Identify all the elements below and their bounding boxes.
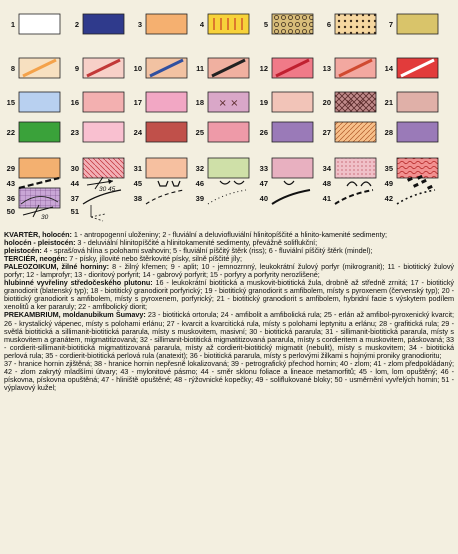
symbol-number: 49 (384, 179, 393, 188)
legend-paragraph (4, 311, 454, 359)
symbol-number: 42 (384, 194, 393, 203)
symbol-number: 39 (195, 194, 204, 203)
symbol-number: 4 (199, 20, 204, 29)
symbol-23 (83, 122, 124, 142)
symbol-2 (83, 14, 124, 34)
symbol-number: 48 (322, 179, 331, 188)
symbol-number: 50 (6, 207, 15, 216)
symbol-number: 40 (259, 194, 268, 203)
symbol-number: 6 (326, 20, 331, 29)
symbol-number: 15 (6, 98, 15, 107)
legend-body: 7 - písky, jílovité nebo štěrkovité písky, silně píščité jíly; (67, 254, 242, 264)
symbol-number: 31 (133, 164, 142, 173)
symbol-6 (335, 14, 376, 34)
legend-body: 16 - leukokrátní biotitická a muskovit-biotitická žula, drobně až středně zrnitá; 17 - biotitický granodiorit (blatenský typ); 18 - biotitický granodiorit porfyrický; 19 - biotitický granodiorit s amfibolem, místy s pyroxenem (červenský typ); 20 - biotitický granodiorit s amfibolem, místy s pyroxenem, porfyrický; 21 - biotitický granodiorit s amfibolem, hybridní facie s výskytem podílem xenolitů a ker pararuly; 22 - amfibolický diorit; (4, 278, 454, 312)
symbol-32 (208, 158, 249, 178)
symbol-number: 7 (388, 20, 393, 29)
symbol-30 (83, 158, 124, 178)
symbol-29 (19, 158, 60, 178)
symbol-26 (272, 122, 313, 142)
symbol-number: 12 (259, 64, 268, 73)
legend-paragraph (4, 279, 454, 311)
symbol-number: 37 (70, 194, 79, 203)
symbol-45 (158, 181, 180, 186)
symbol-number: 10 (133, 64, 142, 73)
symbol-38 (146, 190, 184, 204)
symbol-17 (146, 92, 187, 112)
legend-body: 3 - deluviální hlinitopíščité a hlinitokamenité sedimenty, převážně soliflukční; (75, 238, 318, 248)
symbol-47 (284, 181, 294, 185)
legend-heading: KVARTÉR, holocén: (4, 231, 72, 239)
symbol-number: 2 (74, 20, 79, 29)
symbol-1 (19, 14, 60, 34)
symbol-number: 16 (70, 98, 79, 107)
legend-heading: PREKAMBRIUM, moldanubikum Šumavy: (4, 310, 146, 320)
symbol-19 (272, 92, 313, 112)
symbol-36 (19, 188, 60, 208)
symbol-31 (146, 158, 187, 178)
symbol-number: 18 (195, 98, 204, 107)
symbol-number: 46 (195, 179, 204, 188)
symbol-43 (19, 178, 59, 188)
symbol-number: 30 (70, 164, 79, 173)
symbol-16 (83, 92, 124, 112)
symbol-48 (347, 182, 371, 186)
legend-paragraph (4, 263, 454, 279)
symbol-number: 41 (322, 194, 331, 203)
symbol-number: 17 (133, 98, 142, 107)
symbol-number: 38 (133, 194, 142, 203)
symbol-42 (397, 190, 435, 204)
symbol-number: 19 (259, 98, 268, 107)
legend-heading: holocén - pleistocén: (4, 238, 76, 248)
symbol-33 (272, 158, 313, 178)
symbol-number: 45 (133, 179, 142, 188)
symbol-24 (146, 122, 187, 142)
legend-heading: TERCIÉR, neogén: (4, 254, 68, 264)
symbol-number: 43 (6, 179, 15, 188)
symbol-number: 13 (322, 64, 331, 73)
svg-text:× ×: × × (218, 98, 239, 109)
symbol-number: 21 (384, 98, 393, 107)
symbol-number: 51 (70, 207, 79, 216)
legend-body: 1 - antropogenní uloženiny; 2 - fluviální a deluviofluviální hlinitopíščité a hlinito-kamenité sedimenty; (71, 231, 387, 239)
svg-text:30: 30 (41, 214, 49, 221)
symbol-5 (272, 14, 313, 34)
symbol-number: 20 (322, 98, 331, 107)
symbol-3 (146, 14, 187, 34)
legend-heading: hlubinné vyvřeliny středočeského plutonu: (4, 278, 153, 288)
symbol-15 (19, 92, 60, 112)
symbol-number: 47 (259, 179, 268, 188)
legend-paragraph (4, 360, 454, 392)
legend-text (4, 231, 454, 552)
symbol-number: 9 (74, 64, 79, 73)
symbol-number: 35 (384, 164, 393, 173)
symbol-number: 36 (6, 194, 15, 203)
symbol-number: 27 (322, 128, 331, 137)
svg-text:× ×: × × (345, 98, 366, 109)
symbol-number: 34 (322, 164, 331, 173)
symbol-39 (208, 190, 246, 204)
symbol-35 (397, 158, 438, 178)
legend-body: 4 - spraš/ová hlína s polohami svahovin; 5 - fluviální píščitý štěrk (riss); 6 - fluviální píščitý štěrk (mindel); (41, 246, 373, 256)
symbol-34 (335, 158, 376, 178)
symbol-number: 14 (384, 64, 393, 73)
symbol-number: 33 (259, 164, 268, 173)
symbol-44 (87, 177, 116, 193)
legend-heading: PALEOZOIKUM, žilné horniny: (4, 262, 110, 272)
legend-heading: pleistocén: (4, 246, 42, 256)
legend-body: 8 - žilný křemen; 9 - aplit; 10 - jemnozrnný, leukokrátní žulový porfyr (mikrogranit); 11 - biotitický žulový porfyr; 12 - lamprofyr; 13 - dioritový porfyrit; 14 - gabrový porfyrit; 15 - porfyry a porfyrity nerozlišené; (4, 262, 454, 280)
symbol-25 (208, 122, 249, 142)
symbol-number: 29 (6, 164, 15, 173)
symbol-22 (19, 122, 60, 142)
symbol-number: 5 (263, 20, 268, 29)
symbol-number: 26 (259, 128, 268, 137)
symbol-number: 23 (70, 128, 79, 137)
symbol-number: 3 (137, 20, 142, 29)
symbol-number: 1 (10, 20, 15, 29)
symbol-number: 24 (133, 128, 142, 137)
legend-body: 37 - hranice hornin zjištěná; 38 - hranice hornin nepřesně lokalizovaná; 39 - petrografický přechod hornin; 40 - zlom; 41 - zlom předpokládaný; 42 - zlom zakrytý mladšími útvary; 43 - mylonitové pásmo; 44 - směr sklonu foliace a lineace metamorfitů; 45 - lom, lom opuštěný; 46 - pískovna, pískovna opuštěná; 47 - hliniště opuštěné; 48 - rýžovnické kopečky; 49 - soliflukované bloky; 50 - usměrnění vyvřelých hornin; 51 - výplavový kužel; (4, 358, 454, 392)
symbol-27 (335, 122, 376, 142)
symbol-51 (91, 205, 105, 221)
symbol-7 (397, 14, 438, 34)
symbol-number: 25 (195, 128, 204, 137)
symbol-number: 32 (195, 164, 204, 173)
symbol-46 (220, 181, 244, 184)
svg-text:30 45: 30 45 (99, 186, 116, 193)
symbol-number: 8 (10, 64, 15, 73)
symbol-number: 44 (70, 179, 79, 188)
symbol-number: 28 (384, 128, 393, 137)
symbol-number: 22 (6, 128, 15, 137)
symbol-28 (397, 122, 438, 142)
legend-body: 23 - biotitická ortorula; 24 - amfibolit a amfibolická rula; 25 - erlán až amfibol-pyroxenický kvarcit; 26 - krystalický vápenec, místy s polohami erlánu; 27 - kvarcit a kvarcitická rula, místy s polohami leptynitu a erlánu; 28 - grafitická rula; 29 - světlá biotitická a sillimanit-biotitická pararula, místy s muskovitem, masivní; 30 - biotitická pararula; 31 - sillimanit-biotitická pararula, místy s muskovitem a granátem, migmatitizovaná; 32 - sillimanit-biotitická migmatitizovaná pararula, místy s cordieritem a muskovitem, páskovaná; 33 - cordierit-sillimanit-biotitická migmatitizovaná pararula, místy až cordierit-biotitický migmatit (nebulit), místy s muskovitem; 34 - biotitická perlová rula; 35 - cordierit-biotitická perlová rula (anatexit); 36 - biotitická pararula, místy s perlovými žilkami s hojnými proniky granodioritu; (4, 310, 454, 360)
symbol-40 (272, 190, 310, 204)
symbol-legend-grid (0, 0, 458, 230)
symbol-number: 11 (196, 64, 204, 73)
symbol-41 (335, 190, 373, 204)
symbol-21 (397, 92, 438, 112)
